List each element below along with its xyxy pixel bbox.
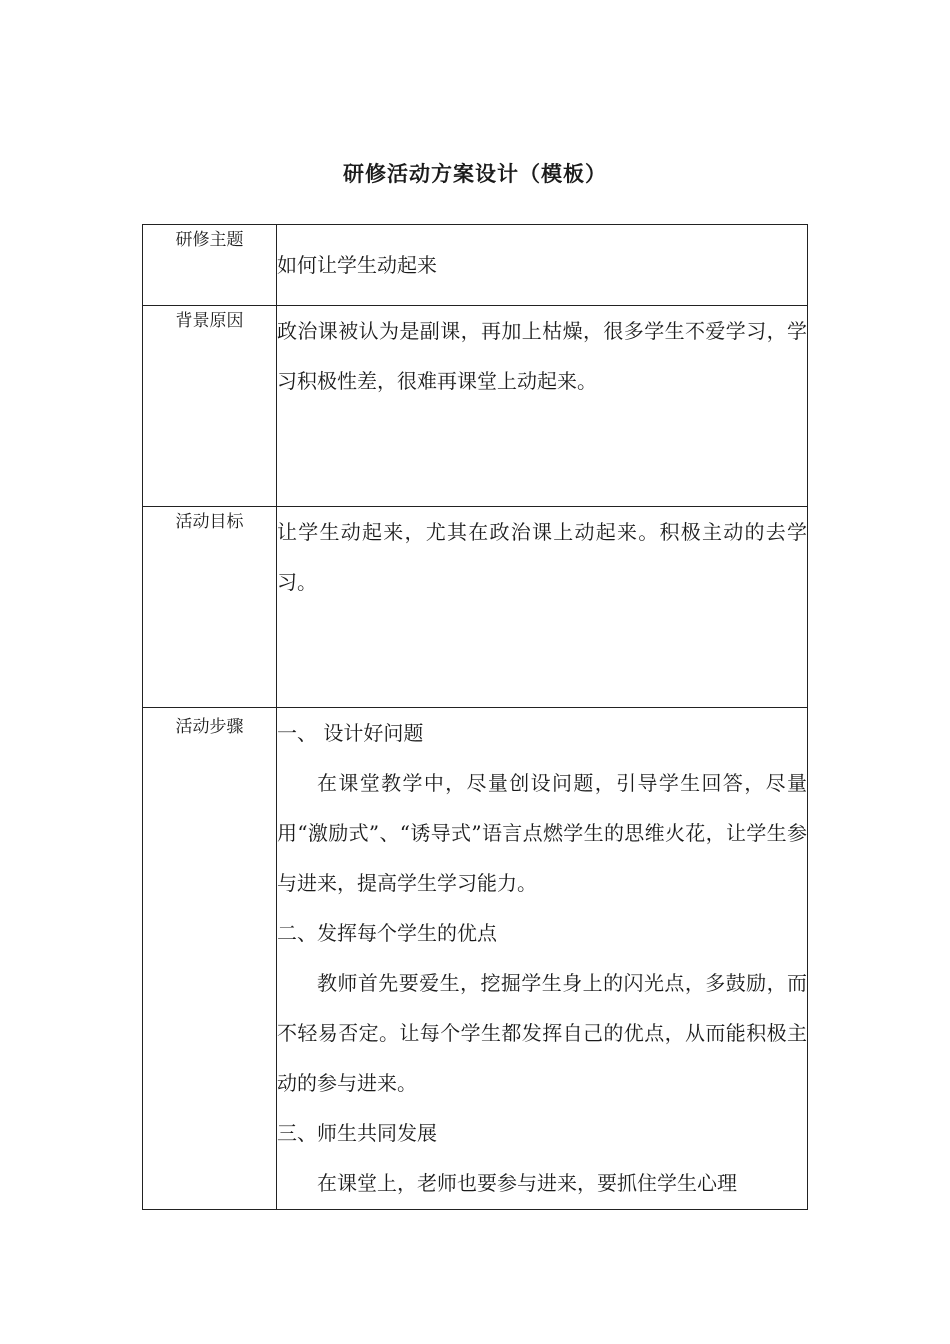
goal-label: 活动目标 [143, 507, 277, 708]
table-row-topic [143, 225, 808, 306]
page-title: 研修活动方案设计（模板） [343, 161, 607, 186]
step-heading: 一、 设计好问题 [277, 721, 424, 745]
background-label: 背景原因 [143, 306, 277, 507]
steps-label: 活动步骤 [143, 708, 277, 1210]
step-body: 在课堂教学中，尽量创设问题，引导学生回答，尽量用“激励式”、“诱导式”语言点燃学生的思维火花，让学生参与进来，提高学生学习能力。 [277, 771, 807, 895]
steps-value [277, 708, 808, 1210]
topic-label: 研修主题 [143, 225, 277, 306]
background-value [277, 306, 808, 507]
topic-value [277, 225, 808, 306]
goal-text: 让学生动起来，尤其在政治课上动起来。积极主动的去学习。 [277, 520, 807, 594]
step-body: 在课堂上，老师也要参与进来，要抓住学生心理 [317, 1171, 737, 1195]
step-body: 教师首先要爱生，挖掘学生身上的闪光点，多鼓励，而不轻易否定。让每个学生都发挥自己的优点，从而能积极主动的参与进来。 [277, 971, 807, 1095]
step-heading: 二、发挥每个学生的优点 [277, 921, 497, 945]
goal-value [277, 507, 808, 708]
plan-table [142, 224, 808, 1210]
background-text: 政治课被认为是副课，再加上枯燥，很多学生不爱学习，学习积极性差，很难再课堂上动起来。 [277, 319, 807, 393]
table-row-steps [143, 708, 808, 1210]
table-row-goal [143, 507, 808, 708]
table-row-background [143, 306, 808, 507]
steps-list [277, 708, 807, 1200]
step-heading: 三、师生共同发展 [277, 1121, 437, 1145]
topic-text: 如何让学生动起来 [277, 253, 437, 277]
